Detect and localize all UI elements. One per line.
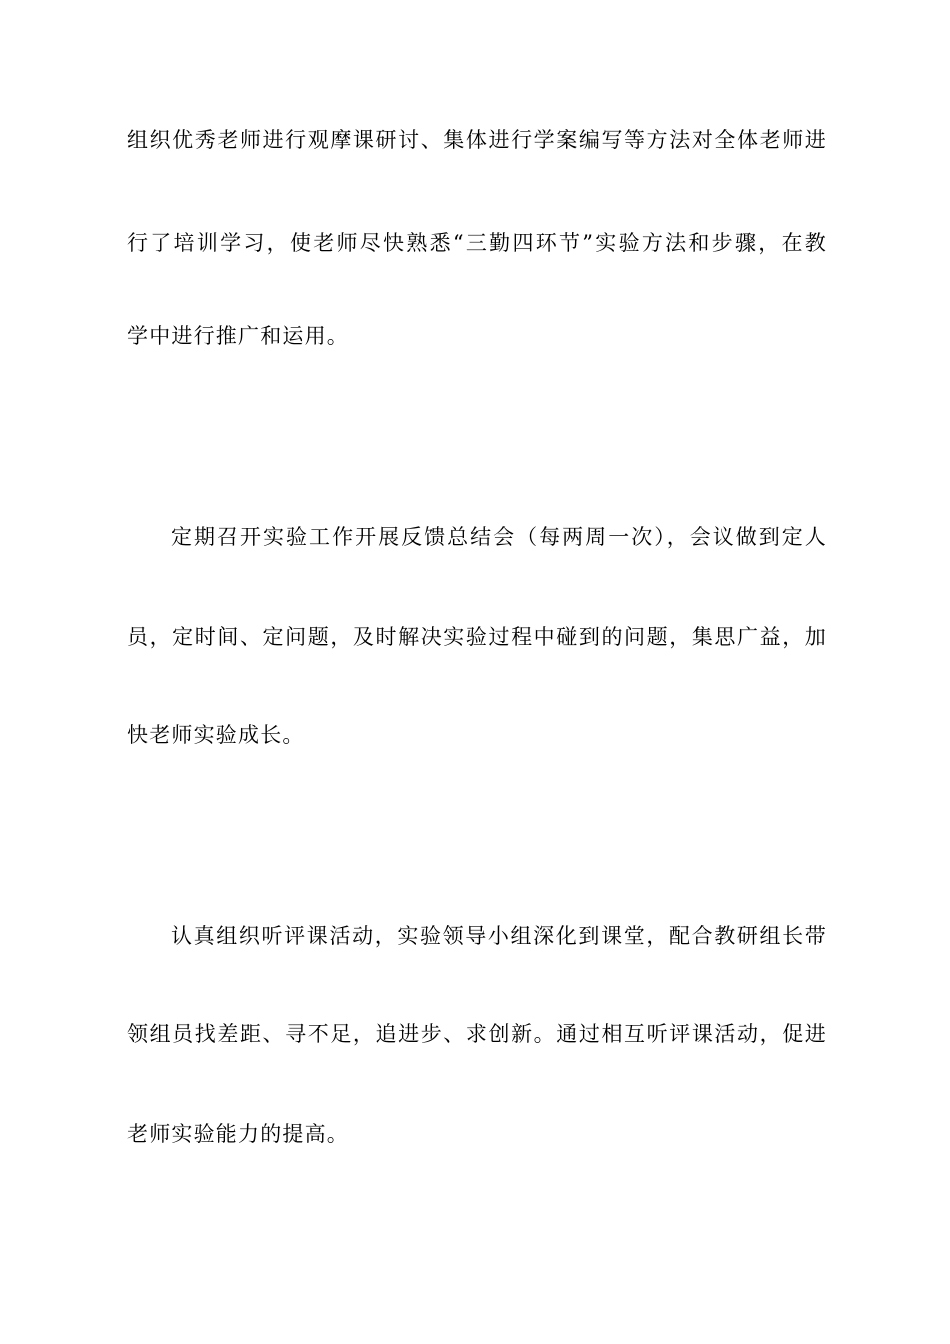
paragraph-2-line-1: 定期召开实验工作开展反馈总结会（每两周一次），会议做到定人 xyxy=(171,525,827,549)
paragraph-1-line-3: 学中进行推广和运用。 xyxy=(127,324,349,348)
paragraph-2-line-3: 快老师实验成长。 xyxy=(127,723,305,747)
paragraph-3-line-2: 领组员找差距、寻不足，追进步、求创新。通过相互听评课活动，促进 xyxy=(127,1022,827,1046)
paragraph-3-line-3: 老师实验能力的提高。 xyxy=(127,1122,349,1146)
paragraph-1-line-2: 行了培训学习，使老师尽快熟悉“三勤四环节”实验方法和步骤，在教 xyxy=(127,231,827,255)
paragraph-1-line-1: 组织优秀老师进行观摩课研讨、集体进行学案编写等方法对全体老师进 xyxy=(127,128,827,152)
paragraph-2-line-2: 员，定时间、定问题，及时解决实验过程中碰到的问题，集思广益，加 xyxy=(127,625,827,649)
paragraph-3-line-1: 认真组织听评课活动，实验领导小组深化到课堂，配合教研组长带 xyxy=(171,924,827,948)
